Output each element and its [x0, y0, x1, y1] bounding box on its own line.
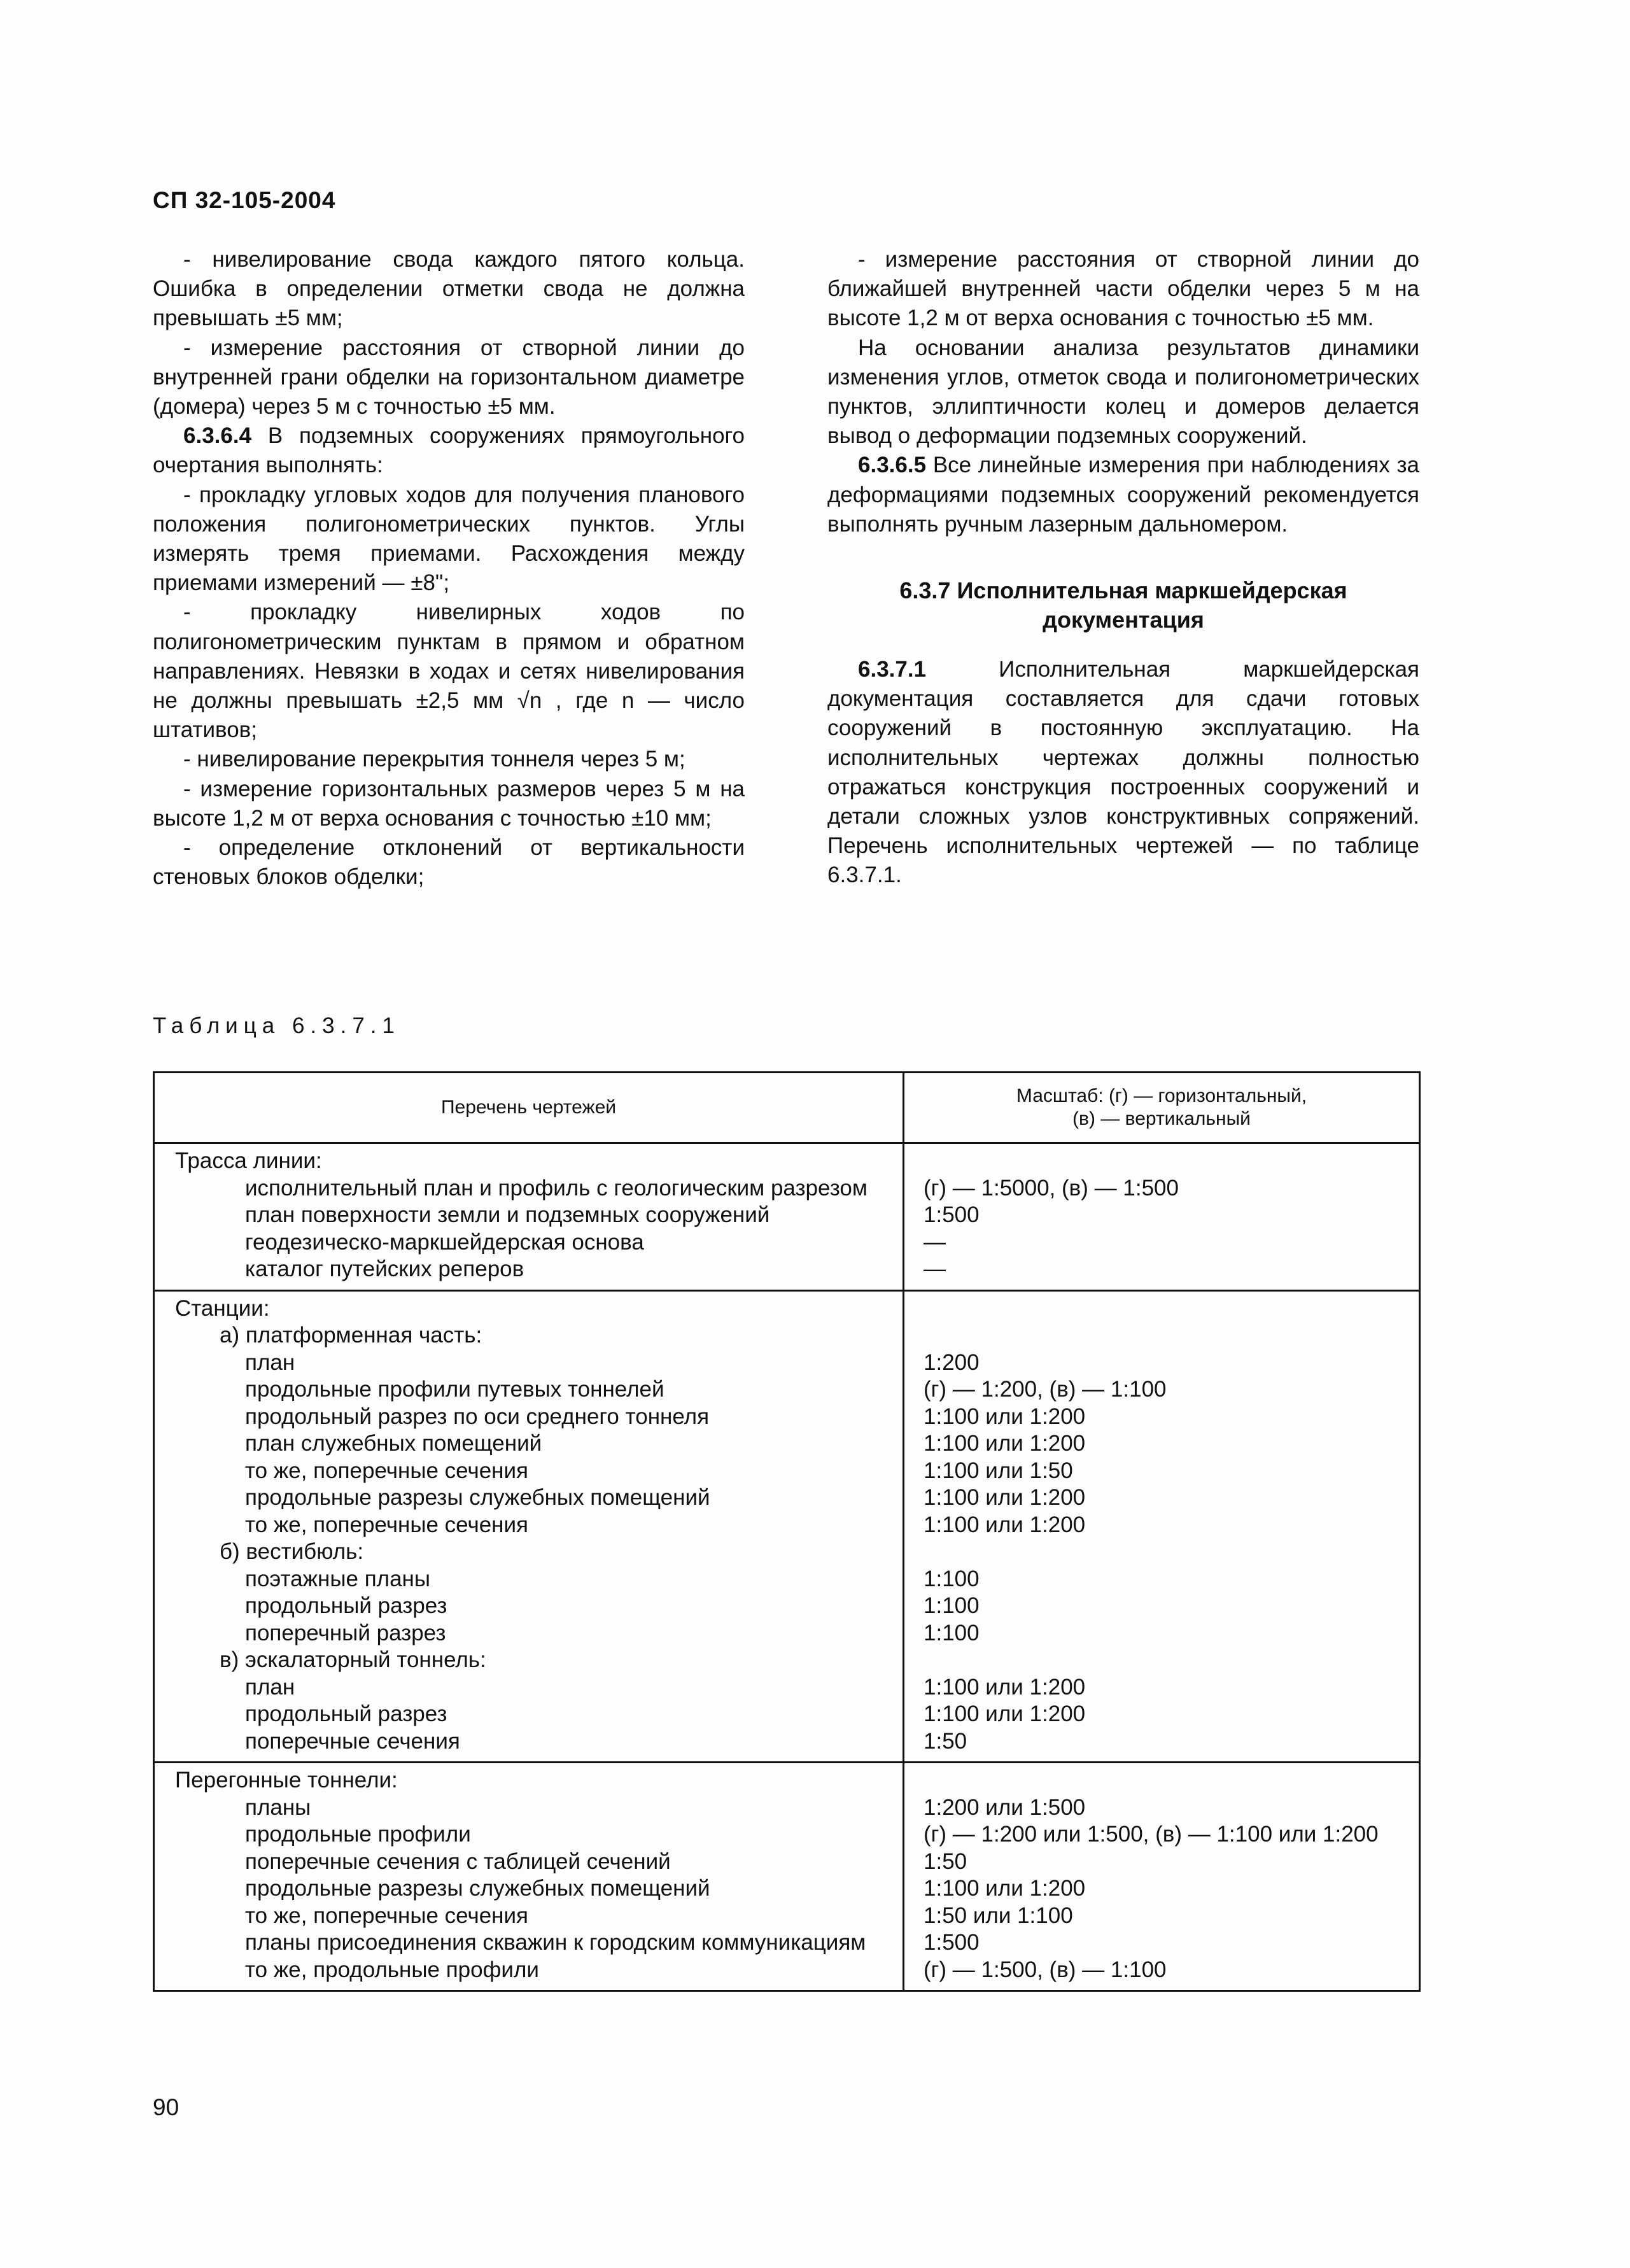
paragraph-text: В подземных сооружениях прямоугольного очертания выполнять: [153, 423, 745, 478]
group-scales-cell [904, 1763, 1419, 1990]
drawing-name: поперечные сечения с таблицей сечений [245, 1849, 671, 1874]
drawing-name: план служебных помещений [245, 1431, 542, 1456]
drawing-scale: 1:500 [924, 1930, 980, 1955]
group-names-cell [155, 1292, 904, 1762]
paragraph-text: - измерение расстояния от створной линии до внутренней грани обделки на горизонтальном диаметре (домера) через 5 м с точностью ±5 мм. [153, 335, 745, 419]
header-scale-line1: Масштаб: (г) — горизонтальный, [1016, 1085, 1307, 1106]
clause-number: 6.3.6.4 [183, 423, 252, 449]
drawing-scale: 1:50 [924, 1849, 967, 1874]
group-scales-cell [904, 1292, 1419, 1762]
drawing-scale: 1:100 или 1:200 [924, 1512, 1086, 1537]
drawing-name: исполнительный план и профиль с геологическим разрезом [245, 1175, 868, 1201]
drawing-scale: 1:100 или 1:200 [924, 1701, 1086, 1726]
drawing-scale: 1:200 [924, 1349, 980, 1375]
drawing-scale [913, 1322, 1410, 1349]
drawing-name: план [245, 1674, 295, 1700]
drawing-scale: — [924, 1257, 946, 1281]
drawing-scale: (г) — 1:500, (в) — 1:100 [924, 1957, 1167, 1982]
drawing-name: продольные профили [245, 1822, 471, 1847]
left-paragraph [153, 745, 745, 774]
drawings-table [153, 1071, 1421, 1992]
left-paragraph [153, 775, 745, 833]
drawing-scale: 1:100 или 1:200 [924, 1431, 1086, 1456]
header-scale [904, 1073, 1419, 1142]
page-number: 90 [153, 2094, 179, 2120]
paragraph-text: - прокладку нивелирных ходов по полигонометрическим пунктам в прямом и обратном направлениях. Невязки в ходах и сетях нивелирования не должны превышать ±2,5 мм √n , где n — число штативов; [153, 600, 745, 743]
drawing-scale: 1:100 или 1:50 [924, 1458, 1073, 1483]
drawing-scale: (г) — 1:5000, (в) — 1:500 [924, 1175, 1179, 1201]
paragraph-text: - измерение расстояния от створной линии до ближайшей внутренней части обделки через 5 м на высоте 1,2 м от верха основания с точностью ±5 мм. [827, 247, 1419, 331]
drawing-name: каталог путейских реперов [245, 1257, 524, 1281]
group-names-cell [155, 1144, 904, 1290]
drawing-name: геодезическо-маркшейдерская основа [245, 1229, 644, 1255]
drawing-scale [913, 1539, 1410, 1566]
section-paragraph [827, 655, 1419, 891]
left-paragraph [153, 481, 745, 598]
clause-number: 6.3.6.5 [858, 453, 927, 478]
drawing-name: планы [245, 1794, 311, 1820]
drawing-scale: 1:100 [924, 1620, 980, 1645]
drawing-name: б) вестибюль: [220, 1539, 364, 1564]
paragraph-text: Все линейные измерения при наблюдениях за деформациями подземных сооружений рекомендуется выполнять ручным лазерным дальномером. [827, 453, 1419, 537]
drawing-scale: 1:50 или 1:100 [924, 1903, 1073, 1928]
table-body [155, 1144, 1419, 1990]
header-drawings-list: Перечень чертежей [155, 1073, 904, 1142]
paragraph-text: Исполнительная маркшейдерская документация составляется для сдачи готовых сооружений в постоянную эксплуатацию. На исполнительных чертежах должны полностью отражаться конструкция построенных сооружений и детали сложных узлов конструктивных сопряжений. Перечень исполнительных чертежей — по таблице 6.3.7.1. [827, 657, 1419, 888]
drawing-scale: 1:100 [924, 1593, 980, 1618]
paragraph-text: - нивелирование свода каждого пятого кольца. Ошибка в определении отметки свода не должна превышать ±5 мм; [153, 247, 745, 331]
paragraph-text: На основании анализа результатов динамики изменения углов, отметок свода и полигонометрических пунктов, эллиптичности колец и домеров делается вывод о деформации подземных сооружений. [827, 335, 1419, 449]
left-text-column [153, 245, 745, 892]
drawing-scale: 1:200 или 1:500 [924, 1794, 1086, 1820]
drawing-name: то же, поперечные сечения [245, 1903, 529, 1928]
section-heading: 6.3.7 Исполнительная маркшейдерская документация [899, 577, 1347, 633]
drawing-name: то же, продольные профили [245, 1957, 539, 1982]
drawing-scale: 1:100 или 1:200 [924, 1485, 1086, 1510]
left-paragraph [153, 245, 745, 334]
drawing-name: а) платформенная часть: [220, 1323, 482, 1348]
drawing-name: Трасса линии: [175, 1148, 322, 1173]
drawing-scale [913, 1295, 1410, 1323]
drawing-name: поэтажные планы [245, 1566, 431, 1591]
drawing-scale [913, 1647, 1410, 1674]
drawing-name: продольные профили путевых тоннелей [245, 1377, 664, 1402]
table-group [155, 1763, 1419, 1990]
right-paragraph [827, 334, 1419, 451]
drawing-scale: (г) — 1:200 или 1:500, (в) — 1:100 или 1:200 [924, 1822, 1379, 1847]
drawing-scale: — [924, 1229, 946, 1255]
paragraph-text: - измерение горизонтальных размеров через 5 м на высоте 1,2 м от верха основания с точностью ±10 мм; [153, 776, 745, 831]
drawing-name: в) эскалаторный тоннель: [220, 1647, 486, 1672]
drawing-scale: (г) — 1:200, (в) — 1:100 [924, 1377, 1167, 1402]
drawing-scale: 1:500 [924, 1202, 980, 1227]
right-text-column [827, 245, 1419, 891]
drawing-name: Станции: [175, 1295, 270, 1321]
drawing-name: план поверхности земли и подземных сооружений [245, 1202, 770, 1227]
document-code: СП 32-105-2004 [153, 187, 336, 213]
clause-number: 6.3.7.1 [858, 657, 927, 682]
right-paragraph [827, 245, 1419, 334]
drawing-name: поперечные сечения [245, 1728, 460, 1754]
table-group [155, 1292, 1419, 1764]
drawing-scale [913, 1148, 1410, 1175]
left-paragraph [153, 334, 745, 422]
drawing-name: то же, поперечные сечения [245, 1458, 529, 1483]
table-header [155, 1073, 1419, 1144]
drawing-name: продольные разрезы служебных помещений [245, 1876, 710, 1901]
drawing-name: то же, поперечные сечения [245, 1512, 529, 1537]
group-names-cell [155, 1763, 904, 1990]
table-group [155, 1144, 1419, 1292]
drawing-name: планы присоединения скважин к городским коммуникациям [245, 1930, 866, 1955]
paragraph-text: - определение отклонений от вертикальности стеновых блоков обделки; [153, 835, 745, 890]
drawing-scale: 1:100 [924, 1566, 980, 1591]
drawing-name: Перегонные тоннели: [175, 1768, 398, 1793]
left-paragraph [153, 421, 745, 480]
drawing-name: план [245, 1349, 295, 1375]
left-paragraph [153, 833, 745, 892]
right-paragraph [827, 451, 1419, 539]
left-paragraph [153, 598, 745, 745]
drawing-name: продольные разрезы служебных помещений [245, 1485, 710, 1510]
table-caption: Таблица 6.3.7.1 [153, 1013, 400, 1038]
drawing-scale: 1:100 или 1:200 [924, 1404, 1086, 1429]
header-scale-line2: (в) — вертикальный [1072, 1108, 1251, 1129]
paragraph-text: - прокладку угловых ходов для получения планового положения полигонометрических пунктов. Углы измерять тремя приемами. Расхождения между приемами измерений — ±8"; [153, 482, 745, 596]
paragraph-text: - нивелирование перекрытия тоннеля через 5 м; [183, 747, 685, 772]
group-scales-cell [904, 1144, 1419, 1290]
drawing-name: продольный разрез по оси среднего тоннеля [245, 1404, 710, 1429]
drawing-name: поперечный разрез [245, 1620, 446, 1645]
drawing-scale: 1:100 или 1:200 [924, 1674, 1086, 1700]
drawing-scale [913, 1767, 1410, 1794]
drawing-scale: 1:50 [924, 1728, 967, 1754]
drawing-scale: 1:100 или 1:200 [924, 1876, 1086, 1901]
drawing-name: продольный разрез [245, 1701, 447, 1726]
drawing-name: продольный разрез [245, 1593, 447, 1618]
